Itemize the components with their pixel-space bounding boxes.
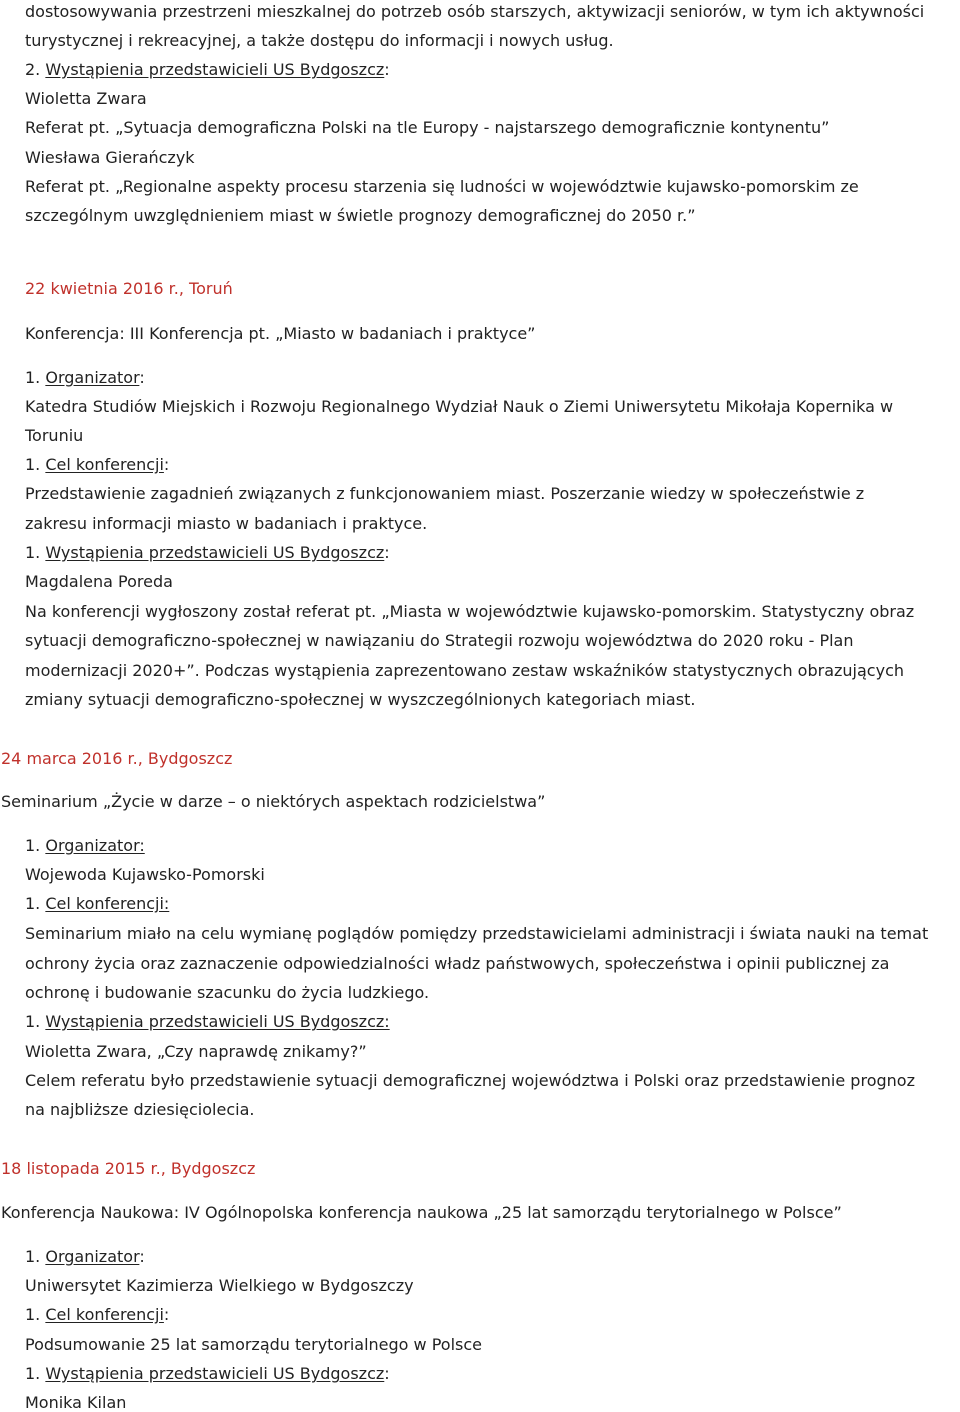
description-text: Na konferencji wygłoszony został referat pt. „Miasta w województwie kujawsko-pomorskim. Statystyczny obraz bbox=[25, 602, 915, 621]
speakers-heading: 1. Wystąpienia przedstawicieli US Bydgoszcz: bbox=[25, 1364, 390, 1383]
organizer-text: Uniwersytet Kazimierza Wielkiego w Bydgoszczy bbox=[25, 1276, 414, 1295]
description-text: sytuacji demograficzno-społecznej w nawiązaniu do Strategii rozwoju województwa do 2020 roku - Plan bbox=[25, 631, 854, 650]
goal-link[interactable]: Cel konferencji bbox=[45, 1305, 164, 1324]
description-text: Celem referatu było przedstawienie sytuacji demograficznej województwa i Polski oraz przedstawienie prognoz bbox=[25, 1071, 915, 1090]
event-title: Konferencja: III Konferencja pt. „Miasto w badaniach i praktyce” bbox=[25, 324, 536, 343]
speakers-link[interactable]: Wystąpienia przedstawicieli US Bydgoszcz bbox=[45, 60, 385, 79]
organizer-heading: 1. Organizator: bbox=[25, 1247, 145, 1266]
organizer-link[interactable]: Organizator bbox=[45, 1247, 140, 1266]
description-text: zmiany sytuacji demograficzno-społecznej w wyszczególnionych kategoriach miast. bbox=[25, 690, 696, 709]
paragraph-line: dostosowywania przestrzeni mieszkalnej do potrzeb osób starszych, aktywizacji seniorów, w tym ich aktywności bbox=[25, 2, 925, 21]
goal-text: zakresu informacji miasto w badaniach i praktyce. bbox=[25, 514, 428, 533]
event-date: 18 listopada 2015 r., Bydgoszcz bbox=[1, 1159, 256, 1178]
goal-link[interactable]: Cel konferencji bbox=[45, 455, 164, 474]
event-date: 22 kwietnia 2016 r., Toruń bbox=[25, 279, 233, 298]
speakers-heading: 2. Wystąpienia przedstawicieli US Bydgoszcz: bbox=[25, 60, 390, 79]
goal-text: ochronę i budowanie szacunku do życia ludzkiego. bbox=[25, 983, 430, 1002]
speaker-name: Wiesława Gierańczyk bbox=[25, 148, 195, 167]
speakers-link[interactable]: Wystąpienia przedstawicieli US Bydgoszcz bbox=[45, 543, 385, 562]
speakers-link[interactable]: Wystąpienia przedstawicieli US Bydgoszcz bbox=[45, 1364, 385, 1383]
referat-title: szczególnym uwzględnieniem miast w świetle prognozy demograficznej do 2050 r.” bbox=[25, 206, 696, 225]
speakers-heading: 1. Wystąpienia przedstawicieli US Bydgoszcz: bbox=[25, 1012, 390, 1031]
paragraph-line: turystycznej i rekreacyjnej, a także dostępu do informacji i nowych usług. bbox=[25, 31, 614, 50]
event-title: Konferencja Naukowa: IV Ogólnopolska konferencja naukowa „25 lat samorządu terytorialnego w Polsce” bbox=[1, 1203, 842, 1222]
goal-link[interactable]: Cel konferencji: bbox=[45, 894, 170, 913]
organizer-link[interactable]: Organizator bbox=[45, 368, 140, 387]
organizer-text: Wojewoda Kujawsko-Pomorski bbox=[25, 865, 265, 884]
goal-text: Podsumowanie 25 lat samorządu terytorialnego w Polsce bbox=[25, 1335, 482, 1354]
description-text: na najbliższe dziesięciolecia. bbox=[25, 1100, 255, 1119]
organizer-heading: 1. Organizator: bbox=[25, 836, 145, 855]
goal-text: Seminarium miało na celu wymianę poglądów pomiędzy przedstawicielami administracji i świata nauki na temat bbox=[25, 924, 929, 943]
speaker-name: Monika Kilan bbox=[25, 1393, 127, 1412]
referat-title: Referat pt. „Regionalne aspekty procesu starzenia się ludności w województwie kujawsko-pomorskim ze bbox=[25, 177, 859, 196]
speaker-name: Wioletta Zwara, „Czy naprawdę znikamy?” bbox=[25, 1042, 367, 1061]
goal-text: ochrony życia oraz zaznaczenie odpowiedzialności władz państwowych, społeczeństwa i opinii publicznej za bbox=[25, 954, 890, 973]
event-date: 24 marca 2016 r., Bydgoszcz bbox=[1, 749, 233, 768]
speakers-link[interactable]: Wystąpienia przedstawicieli US Bydgoszcz: bbox=[45, 1012, 390, 1031]
organizer-text: Toruniu bbox=[25, 426, 84, 445]
goal-heading: 1. Cel konferencji: bbox=[25, 894, 170, 913]
speaker-name: Magdalena Poreda bbox=[25, 572, 173, 591]
referat-title: Referat pt. „Sytuacja demograficzna Polski na tle Europy - najstarszego demograficznie kontynentu” bbox=[25, 118, 830, 137]
goal-heading: 1. Cel konferencji: bbox=[25, 455, 170, 474]
organizer-text: Katedra Studiów Miejskich i Rozwoju Regionalnego Wydział Nauk o Ziemi Uniwersytetu Mikołaja Kopernika w bbox=[25, 397, 894, 416]
speaker-name: Wioletta Zwara bbox=[25, 89, 147, 108]
goal-text: Przedstawienie zagadnień związanych z funkcjonowaniem miast. Poszerzanie wiedzy w społeczeństwie z bbox=[25, 484, 865, 503]
organizer-link[interactable]: Organizator: bbox=[45, 836, 145, 855]
speakers-heading: 1. Wystąpienia przedstawicieli US Bydgoszcz: bbox=[25, 543, 390, 562]
event-title: Seminarium „Życie w darze – o niektórych aspektach rodzicielstwa” bbox=[1, 792, 546, 811]
description-text: modernizacji 2020+”. Podczas wystąpienia zaprezentowano zestaw wskaźników statystycznych obrazujących bbox=[25, 661, 904, 680]
goal-heading: 1. Cel konferencji: bbox=[25, 1305, 170, 1324]
organizer-heading: 1. Organizator: bbox=[25, 368, 145, 387]
